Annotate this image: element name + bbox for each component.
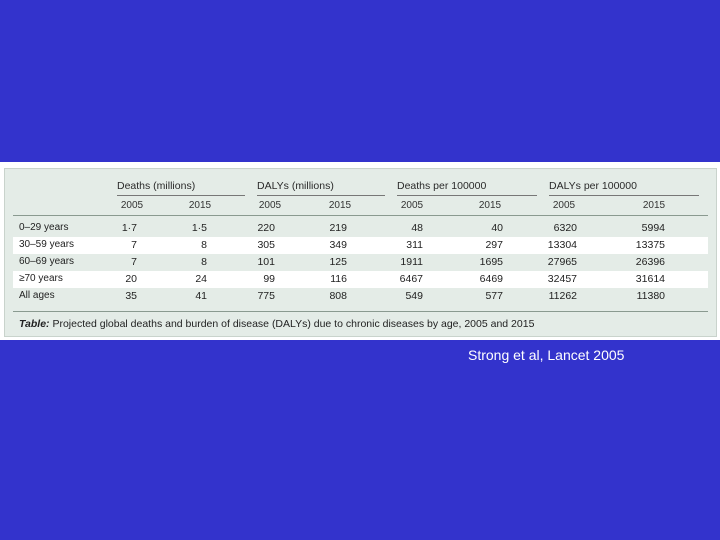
table-row: [13, 271, 708, 288]
table-cell: 41: [195, 290, 207, 302]
data-table: [4, 168, 717, 337]
table-cell: 7: [131, 239, 137, 251]
table-cell: 775: [257, 290, 275, 302]
table-cell: 311: [406, 239, 423, 251]
table-cell: 32457: [547, 273, 577, 285]
row-label: 60–69 years: [19, 256, 75, 267]
table-cell: 13375: [635, 239, 665, 251]
row-label: All ages: [19, 290, 55, 301]
row-label: ≥70 years: [19, 273, 63, 284]
table-cell: 349: [329, 239, 347, 251]
table-cell: 27965: [547, 256, 577, 268]
table-cell: 8: [201, 256, 207, 268]
table-cell: 1695: [479, 256, 503, 268]
table-cell: 20: [125, 273, 137, 285]
table-row: [13, 288, 708, 305]
table-cell: 6469: [479, 273, 503, 285]
table-cell: 305: [257, 239, 275, 251]
citation: Strong et al, Lancet 2005: [468, 347, 625, 363]
table-cell: 1911: [400, 256, 423, 268]
table-cell: 219: [329, 222, 347, 234]
caption-text: Projected global deaths and burden of disease (DALYs) due to chronic diseases by age, 2005 and 2015: [49, 318, 535, 330]
caption-lead: Table:: [19, 318, 50, 330]
year-header: 2015: [642, 200, 666, 211]
table-cell: 11262: [548, 290, 577, 302]
table-cell: 549: [405, 290, 423, 302]
group-header-deaths: Deaths (millions): [117, 180, 245, 196]
table-cell: 6467: [399, 273, 423, 285]
table-cell: 297: [485, 239, 503, 251]
group-header-dalys-rate: DALYs per 100000: [549, 180, 699, 196]
year-header: 2005: [552, 200, 576, 211]
table-cell: 220: [257, 222, 275, 234]
year-header: 2015: [328, 200, 352, 211]
table-cell: 13304: [547, 239, 577, 251]
table-row: [13, 220, 708, 237]
table-cell: 24: [195, 273, 207, 285]
table-cell: 577: [485, 290, 503, 302]
year-header: 2015: [478, 200, 502, 211]
table-cell: 40: [491, 222, 503, 234]
table-cell: 5994: [641, 222, 665, 234]
footer-rule: [13, 311, 708, 312]
year-header: 2005: [258, 200, 282, 211]
group-header-deaths-rate: Deaths per 100000: [397, 180, 537, 196]
table-cell: 6320: [553, 222, 577, 234]
table-cell: 808: [329, 290, 347, 302]
table-cell: 1·5: [191, 222, 207, 234]
table-cell: 1·7: [121, 222, 137, 234]
table-cell: 101: [257, 256, 275, 268]
group-header-dalys: DALYs (millions): [257, 180, 385, 196]
table-cell: 7: [131, 256, 137, 268]
table-row: [13, 254, 708, 271]
table-cell: 48: [411, 222, 423, 234]
table-cell: 125: [329, 256, 347, 268]
table-cell: 8: [201, 239, 207, 251]
header-rule: [13, 215, 708, 216]
year-header: 2005: [400, 200, 424, 211]
year-header: 2015: [188, 200, 212, 211]
table-cell: 35: [125, 290, 137, 302]
table-cell: 31614: [635, 273, 665, 285]
table-cell: 99: [263, 273, 275, 285]
table-cell: 116: [330, 273, 347, 285]
row-label: 0–29 years: [19, 222, 69, 233]
table-row: [13, 237, 708, 254]
table-cell: 11380: [636, 290, 665, 302]
year-header: 2005: [120, 200, 144, 211]
table-cell: 26396: [635, 256, 665, 268]
table-caption: [19, 318, 534, 330]
row-label: 30–59 years: [19, 239, 75, 250]
